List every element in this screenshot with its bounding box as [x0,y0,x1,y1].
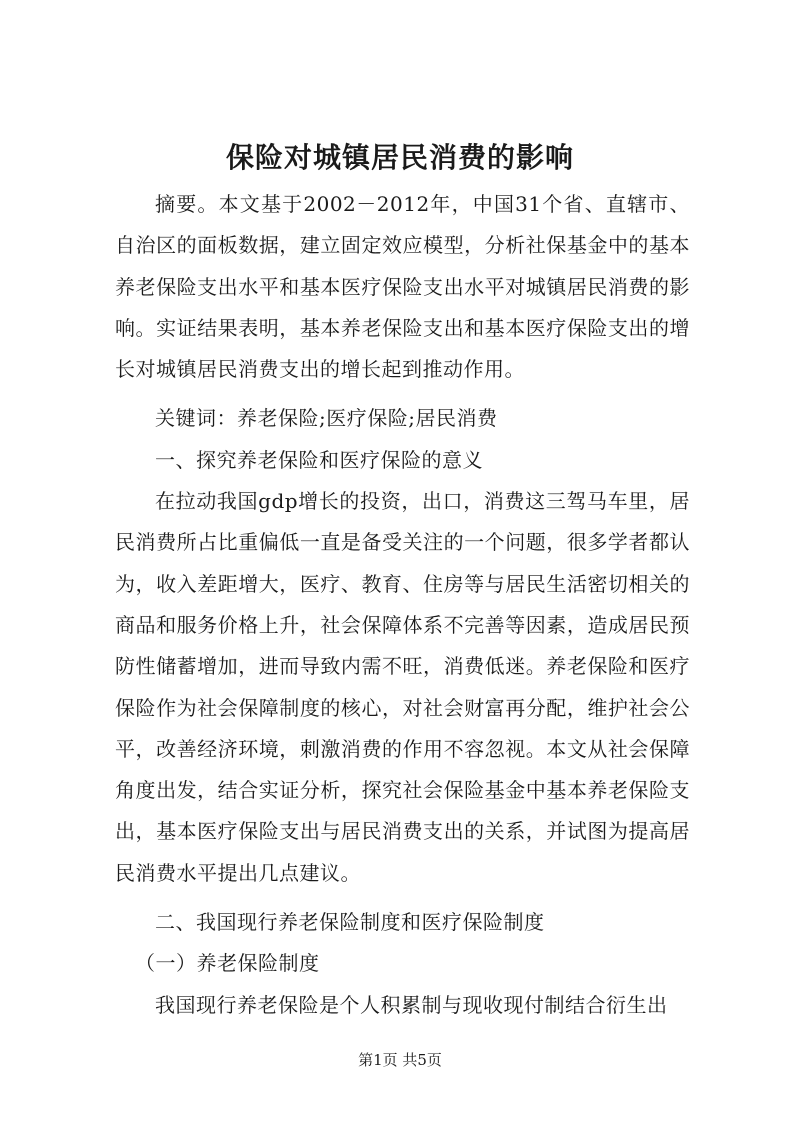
page-number-footer: 第1页 共5页 [358,1051,442,1069]
document-body [115,184,690,1026]
section-2-heading: 二、我国现行养老保险制度和医疗保险制度 [155,910,545,935]
section-1-heading: 一、探究养老保险和医疗保险的意义 [155,447,483,472]
document-title: 保险对城镇居民消费的影响 [225,141,574,174]
subsection-1-heading: （一）养老保险制度 [135,951,320,976]
abstract-paragraph: 摘要。本文基于2002－2012年，中国31个省、直辖市、自治区的面板数据，建立固定效应模型，分析社保基金中的基本养老保险支出水平和基本医疗保险支出水平对城镇居民消费的影响。实证结果表明，基本养老保险支出和基本医疗保险支出的增长对城镇居民消费支出的增长起到推动作用。 [115,192,690,382]
keywords-paragraph: 关键词：养老保险;医疗保险;居民消费 [155,406,498,431]
subsection-1-paragraph: 我国现行养老保险是个人积累制与现收现付制结合衍生出 [155,992,668,1017]
section-1-paragraph: 在拉动我国gdp增长的投资，出口，消费这三驾马车里，居民消费所占比重偏低一直是备受关注的一个问题，很多学者都认为，收入差距增大，医疗、教育、住房等与居民生活密切相关的商品和服务价格上升，社会保障体系不完善等因素，造成居民预防性储蓄增加，进而导致内需不旺，消费低迷。养老保险和医疗保险作为社会保障制度的核心，对社会财富再分配，维护社会公平，改善经济环境，刺激消费的作用不容忽视。本文从社会保障角度出发，结合实证分析，探究社会保险基金中基本养老保险支出，基本医疗保险支出与居民消费支出的关系，并试图为提高居民消费水平提出几点建议。 [115,489,690,885]
